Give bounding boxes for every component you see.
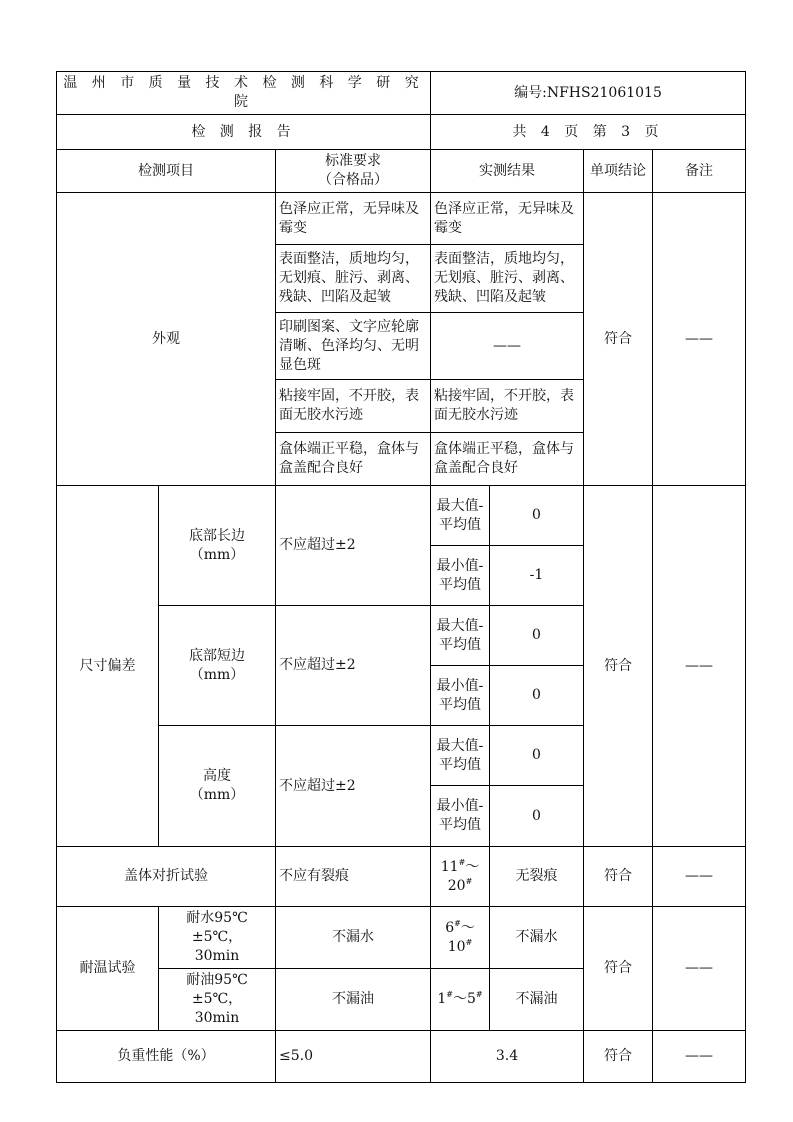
measure-label-line2: 平均值: [439, 516, 481, 533]
temperature-condition-line1: 耐油95℃±5℃，: [186, 972, 248, 1007]
appearance-label: 外观: [57, 193, 276, 486]
fold-test-standard: 不应有裂痕: [276, 847, 431, 907]
appearance-result: 色泽应正常，无异味及霉变: [431, 193, 584, 245]
sample-from: 11: [440, 858, 459, 875]
measure-label-line2: 平均值: [439, 696, 481, 713]
measure-label-line2: 平均值: [439, 817, 481, 833]
measure-value: 0: [490, 486, 584, 546]
dimension-item-unit: （mm）: [189, 787, 245, 803]
measure-label-line1: 最小值-: [436, 557, 484, 574]
load-test-conclusion: 符合: [584, 1031, 653, 1083]
measure-label: [431, 786, 490, 847]
measure-label: [431, 726, 490, 786]
appearance-standard: 表面整洁，质地均匀，无划痕、脏污、剥离、残缺、凹陷及起皱: [276, 245, 431, 313]
measure-label-line2: 平均值: [439, 756, 481, 773]
sample-mark: #: [458, 857, 466, 867]
temperature-samples: [431, 907, 490, 969]
sample-mark: #: [465, 876, 473, 886]
sample-to: 10: [447, 938, 466, 955]
fold-test-result: 无裂痕: [490, 847, 584, 907]
appearance-conclusion: 符合: [584, 193, 653, 486]
col-header-standard: [276, 150, 431, 193]
measure-label-line1: 最大值-: [436, 737, 484, 754]
fold-test-samples: [431, 847, 490, 907]
fold-test-remark: ——: [653, 847, 746, 907]
measure-label: [431, 486, 490, 546]
sample-to: 5: [467, 991, 476, 1007]
measure-label-line1: 最小值-: [436, 677, 484, 694]
report-table: [56, 71, 746, 1083]
measure-label-line1: 最小值-: [436, 798, 484, 814]
sample-to: 20: [447, 877, 466, 894]
load-test-result: 3.4: [431, 1031, 584, 1083]
table-row: [57, 907, 746, 969]
measure-value: 0: [490, 786, 584, 847]
temperature-condition-line2: 30min: [194, 1010, 240, 1026]
dimension-remark: ——: [653, 486, 746, 847]
col-header-conclusion: 单项结论: [584, 150, 653, 193]
measure-value: 0: [490, 726, 584, 786]
measure-label: [431, 606, 490, 666]
appearance-result: ——: [431, 313, 584, 380]
dimension-item: [159, 486, 276, 606]
temperature-remark: ——: [653, 907, 746, 1031]
sample-from: 6: [445, 919, 455, 936]
fold-test-label: 盖体对折试验: [57, 847, 276, 907]
temperature-standard: 不漏油: [276, 969, 431, 1031]
sample-mark: #: [465, 937, 473, 947]
col-header-standard-line2: （合格品）: [318, 172, 388, 188]
sample-mark: #: [446, 990, 453, 999]
measure-label-line1: 最大值-: [436, 497, 484, 514]
dimension-item-name: 底部短边: [189, 647, 245, 664]
appearance-standard: 印刷图案、文字应轮廓清晰、色泽均匀、无明显色斑: [276, 313, 431, 380]
dimension-conclusion: 符合: [584, 486, 653, 847]
temperature-samples: [431, 969, 490, 1031]
dimension-item: [159, 606, 276, 726]
load-test-standard: ≤5.0: [276, 1031, 431, 1083]
dimension-item-unit: （mm）: [189, 546, 245, 563]
load-test-label: 负重性能（%）: [57, 1031, 276, 1083]
dimension-standard: 不应超过±2: [276, 606, 431, 726]
sample-separator: ～: [465, 858, 480, 875]
page-info: 共 4 页 第 3 页: [431, 115, 746, 150]
temperature-test-label: 耐温试验: [57, 907, 159, 1031]
appearance-result: 盒体端正平稳，盒体与盒盖配合良好: [431, 433, 584, 486]
table-row: [57, 847, 746, 907]
appearance-standard: 盒体端正平稳，盒体与盒盖配合良好: [276, 433, 431, 486]
table-row: [57, 486, 746, 546]
temperature-condition: [159, 907, 276, 969]
measure-label-line1: 最大值-: [436, 617, 484, 634]
dimension-item-name: 底部长边: [189, 527, 245, 544]
measure-label: [431, 666, 490, 726]
sample-mark: #: [475, 990, 483, 999]
report-title: 检 测 报 告: [57, 115, 431, 150]
load-test-remark: ——: [653, 1031, 746, 1083]
sample-mark: #: [454, 918, 461, 928]
dimension-standard: 不应超过±2: [276, 726, 431, 847]
dimension-item: [159, 726, 276, 847]
dimension-standard: 不应超过±2: [276, 486, 431, 606]
appearance-standard: 粘接牢固，不开胶，表面无胶水污迹: [276, 380, 431, 433]
col-header-result: 实测结果: [431, 150, 584, 193]
col-header-standard-line1: 标准要求: [325, 153, 381, 169]
measure-label-line2: 平均值: [439, 576, 481, 593]
temperature-conclusion: 符合: [584, 907, 653, 1031]
temperature-result: 不漏水: [490, 907, 584, 969]
temperature-condition: [159, 969, 276, 1031]
measure-label-line2: 平均值: [439, 636, 481, 653]
fold-test-conclusion: 符合: [584, 847, 653, 907]
temperature-result: 不漏油: [490, 969, 584, 1031]
appearance-standard: 色泽应正常，无异味及霉变: [276, 193, 431, 245]
temperature-condition-line2: 30min: [194, 948, 240, 964]
sample-separator: ～: [453, 991, 467, 1007]
dimension-label: 尺寸偏差: [57, 486, 159, 847]
col-header-item: 检测项目: [57, 150, 276, 193]
measure-value: -1: [490, 546, 584, 606]
sample-from: 1: [437, 991, 447, 1007]
temperature-condition-line1: 耐水95℃±5℃，: [186, 910, 248, 945]
measure-value: 0: [490, 606, 584, 666]
measure-value: 0: [490, 666, 584, 726]
appearance-remark: ——: [653, 193, 746, 486]
appearance-result: 表面整洁，质地均匀，无划痕、脏污、剥离、残缺、凹陷及起皱: [431, 245, 584, 313]
measure-label: [431, 546, 490, 606]
dimension-item-unit: （mm）: [189, 666, 245, 683]
sample-separator: ～: [460, 919, 475, 936]
table-row: [57, 193, 746, 245]
institute-name: 温 州 市 质 量 技 术 检 测 科 学 研 究 院: [57, 72, 431, 115]
temperature-standard: 不漏水: [276, 907, 431, 969]
table-row: [57, 1031, 746, 1083]
col-header-remark: 备注: [653, 150, 746, 193]
dimension-item-name: 高度: [203, 768, 231, 784]
appearance-result: 粘接牢固，不开胶，表面无胶水污迹: [431, 380, 584, 433]
report-number: 编号:NFHS21061015: [431, 72, 746, 115]
